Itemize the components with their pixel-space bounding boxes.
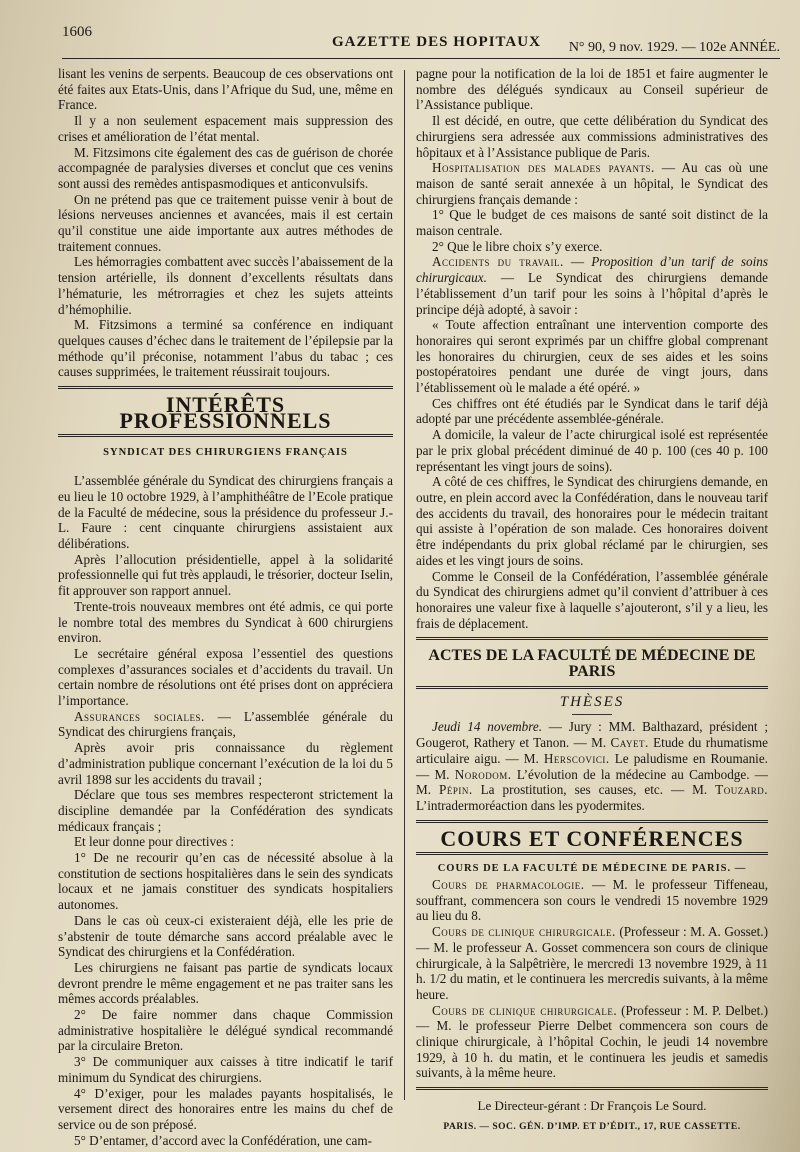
short-rule	[572, 714, 612, 715]
paragraph: Les chirurgiens ne faisant pas partie de syndicats locaux devront prendre le même engagement et ne pas traiter sans les mêmes accords préalables.	[58, 959, 393, 1007]
journal-title: GAZETTE DES HOPITAUX	[332, 34, 541, 50]
run-in-heading: Accidents du travail.	[432, 254, 564, 270]
right-column	[416, 66, 768, 1136]
subsection-title: SYNDICAT DES CHIRURGIENS FRANÇAIS	[103, 447, 348, 459]
candidate-name: Herscovici.	[543, 750, 610, 766]
section-rule	[58, 386, 393, 389]
section-rule	[416, 637, 768, 640]
section-title: ACTES DE LA FACULTÉ DE MÉDECINE DE PARIS	[428, 647, 756, 681]
paragraph	[58, 709, 393, 740]
paragraph: 4° D’exiger, pour les malades payants hospitalisés, le versement direct des honoraires entre les mains du chef de service ou de son préposé.	[58, 1085, 393, 1132]
paragraph: A côté de ces chiffres, le Syndicat des chirurgiens demande, en outre, en plein accord avec la Confédération, dans le nouveau tarif des accidents du travail, des honoraires pour le médecin traitant qui assiste à l’opération de son malade. Ces honoraires doivent être indépendants du prix global réclamé par le chirurgien, ses aides et les vingt jours de soins.	[416, 474, 768, 568]
paragraph-text: — Au cas où une maison de santé serait annexée à un hôpital, le Syndicat des chirurgiens français demande :	[416, 160, 768, 207]
paragraph: 2° Que le libre choix s’y exerce.	[432, 238, 603, 254]
section-title: INTÉRÊTS PROFESSIONNELS	[119, 392, 332, 433]
paragraph: M. Fitzsimons a terminé sa conférence en indiquant quelques causes d’échec dans le traitement de l’épilepsie par la méthode qu’il préconise, notamment l’abus du tabac ; ces causes supprimées, le traitement réussirait toujours.	[58, 317, 393, 380]
paragraph: M. Fitzsimons cite également des cas de guérison de chorée accompagnée de paralysies diverses et conclut que ces venins sont aussi des remèdes antispasmodiques et anticonvulsifs.	[58, 144, 393, 191]
paragraph-text: — Le Syndicat des chirurgiens demande l’établissement d’un tarif pour les soins à l’hôpital d’après le principe déjà adopté, à savoir :	[416, 270, 768, 317]
column-divider	[404, 70, 405, 1100]
director-line: Le Directeur-gérant : Dr François Le Sourd.	[477, 1098, 707, 1114]
paragraph	[416, 254, 768, 317]
paragraph: 2° De faire nommer dans chaque Commission administrative hospitalière le délégué syndical recommandé par la circulaire Breton.	[58, 1007, 393, 1054]
paragraph-text: — L’assemblée générale du Syndicat des chirurgiens français,	[58, 708, 393, 740]
paragraph: On ne prétend pas que ce traitement puisse venir à bout de lésions nerveuses anciennes et avancées, mais il est certain qu’il constitue une aide importante aux autres méthodes de traitement connues.	[58, 191, 393, 254]
paragraph: 5° D’entamer, d’accord avec la Confédération, une cam-	[74, 1132, 373, 1148]
section-rule	[416, 686, 768, 689]
paragraph: Après avoir pris connaissance du règlement d’administration publique concernant l’exécution de la loi du 5 avril 1898 sur les accidents du travail ;	[58, 740, 393, 787]
paragraph: Cours de pharmacologie. — M. le professeur Tiffeneau, souffrant, commencera son cours le vendredi 15 novembre 1929 au lieu du 8.	[416, 877, 768, 924]
paragraph: Cours de clinique chirurgicale. (Professeur : M. A. Gosset.) — M. le professeur A. Gosset commencera son cours de clinique chirurgicale, à la Salpêtrière, le mercredi 13 novembre 1929, à 11 h. 1/2 du matin, et le continuera les mercredis suivants, à la même heure.	[416, 924, 768, 1002]
paragraph: 1° De ne recourir qu’en cas de nécessité absolue à la constitution de sections hospitalières dans le sein des syndicats locaux et ne jamais constituer des syndicats hospitaliers autonomes.	[58, 850, 393, 913]
italic-heading: Proposition d’un tarif de soins chirurgicaux.	[416, 254, 768, 286]
section-rule	[416, 852, 768, 855]
run-in-heading: Cours de pharmacologie.	[432, 877, 585, 893]
paragraph: Ces chiffres ont été étudiés par le Syndicat dans le tarif déjà adopté par une précédente assemblée-générale.	[416, 395, 768, 427]
run-in-heading: Cours de clinique chirurgicale.	[432, 924, 616, 940]
paragraph: pagne pour la notification de la loi de 1851 et faire augmenter le nombre des délégués syndicaux au Conseil supérieur de l’Assistance publique.	[416, 66, 768, 113]
paragraph: Après l’allocution présidentielle, appel à la solidarité professionnelle qui fut très applaudi, le trésorier, docteur Iselin, fit approuver son rapport annuel.	[58, 551, 393, 599]
paragraph: Le secrétaire général exposa l’essentiel des questions complexes d’assurances sociales et d’accidents du travail. Un certain nombre de résolutions ont été prises dont on appréciera l’importance.	[58, 645, 393, 709]
paragraph: Cours de clinique chirurgicale. (Professeur : M. P. Delbet.) — M. le professeur Pierre Delbet commencera son cours de clinique chirurgicale, à l’hôpital Cochin, le jeudi 14 novembre 1929, à 10 h. du matin, et le continuera les jeudis et samedis suivants, à la même heure.	[416, 1002, 768, 1081]
header-rule	[62, 58, 780, 59]
candidate-name: Cayet.	[610, 735, 649, 751]
paragraph: Trente-trois nouveaux membres ont été admis, ce qui porte le nombre total des membres du Syndicat à 600 chirurgiens environ.	[58, 598, 393, 646]
paragraph: Déclare que tous ses membres respecteront strictement la discipline demandée par la Confédération des syndicats médicaux français ;	[58, 787, 393, 834]
paragraph: 3° De communiquer aux caisses à titre indicatif le tarif minimum du Syndicat des chirurgiens.	[58, 1054, 393, 1085]
dash: —	[563, 254, 592, 270]
section-title: COURS ET CONFÉRENCES	[440, 825, 744, 851]
paragraph: A domicile, la valeur de l’acte chirurgical isolé est représentée par le prix global précédent diminué de 40 p. 100 (ces 40 p. 100 représentant les vingt jours de soins).	[416, 427, 768, 474]
date: Jeudi 14 novembre.	[432, 719, 543, 735]
issue-info: N° 90, 9 nov. 1929. — 102e ANNÉE.	[568, 40, 780, 55]
paragraph: Et leur donne pour directives :	[74, 834, 235, 850]
paragraph: Il y a non seulement espacement mais suppression des crises et amélioration de l’état mental.	[58, 113, 393, 144]
page-header	[62, 20, 780, 64]
page-number: 1606	[62, 24, 92, 40]
paragraph: lisant les venins de serpents. Beaucoup de ces observations ont été faites aux Etats-Unis, dans l’Afrique du Sud, une, même en France.	[58, 66, 393, 113]
run-in-heading: Assurances sociales.	[74, 708, 205, 724]
paragraph: L’assemblée générale du Syndicat des chirurgiens français a eu lieu le 10 octobre 1929, à l’amphithéâtre de l’Ecole pratique de la Faculté de médecine, sous la présidence du professeur J.-L. Faure : cent cinquante chirurgiens assistaient aux délibérations.	[58, 473, 393, 551]
run-in-heading: Cours de clinique chirurgicale.	[432, 1002, 618, 1018]
candidate-name: Touzard.	[715, 782, 768, 798]
printer-line: PARIS. — SOC. GÉN. D’IMP. ET D’ÉDIT., 17, RUE CASSETTE.	[443, 1121, 741, 1132]
subsection-title: COURS DE LA FACULTÉ DE MÉDECINE DE PARIS. —	[437, 863, 747, 875]
paragraph: « Toute affection entraînant une intervention comporte des honoraires qui seront exprimés par un chiffre global comprenant les honoraires du chirurgien, ceux de ses aides et les soins postopératoires pendant une durée de vingt jours, dans l’établissement où le malade a été opéré. »	[416, 317, 768, 396]
paragraph: Jeudi 14 novembre. — Jury : MM. Balthazard, président ; Gougerot, Rathery et Tanon. — M. Cayet. Etude du rhumatisme articulaire aigu. — M. Herscovici. Le paludisme en Roumanie. — M. Norodom. L’évolution de la médecine au Cambodge. — M. Pépin. La prostitution, ses causes, etc. — M. Touzard. L’intradermoréaction dans les pyodermites.	[416, 719, 768, 813]
theses-heading: THÈSES	[559, 693, 625, 710]
section-rule	[58, 434, 393, 437]
paragraph: 1° Que le budget de ces maisons de santé soit distinct de la maison centrale.	[416, 207, 768, 239]
paragraph: Il est décidé, en outre, que cette délibération du Syndicat des chirurgiens sera adressée aux commissions administratives des hôpitaux et à l’Assistance publique de Paris.	[416, 113, 768, 160]
paragraph: Comme le Conseil de la Confédération, l’assemblée générale du Syndicat des chirurgiens admet qu’il convient d’attribuer à ces honoraires une valeur fixe à laquelle s’ajouteront, s’il y a lieu, les frais de déplacement.	[416, 568, 768, 631]
candidate-name: Norodom.	[454, 766, 512, 782]
run-in-heading: Hospitalisation des malades payants.	[432, 160, 655, 176]
paragraph: Dans le cas où ceux-ci existeraient déjà, elle les prie de s’abstenir de toute démarche sans accord préalable avec le Syndicat des chirurgiens et la Confédération.	[58, 912, 393, 960]
left-column	[58, 66, 393, 1148]
section-rule	[416, 820, 768, 823]
paragraph	[416, 160, 768, 207]
section-rule	[416, 1087, 768, 1090]
paragraph: Les hémorragies combattent avec succès l’abaissement de la tension artérielle, ils donnent d’excellents résultats dans l’hématurie, les métrorragies et chez les sujets atteints d’hémophilie.	[58, 254, 393, 317]
candidate-name: Pépin.	[439, 782, 473, 798]
